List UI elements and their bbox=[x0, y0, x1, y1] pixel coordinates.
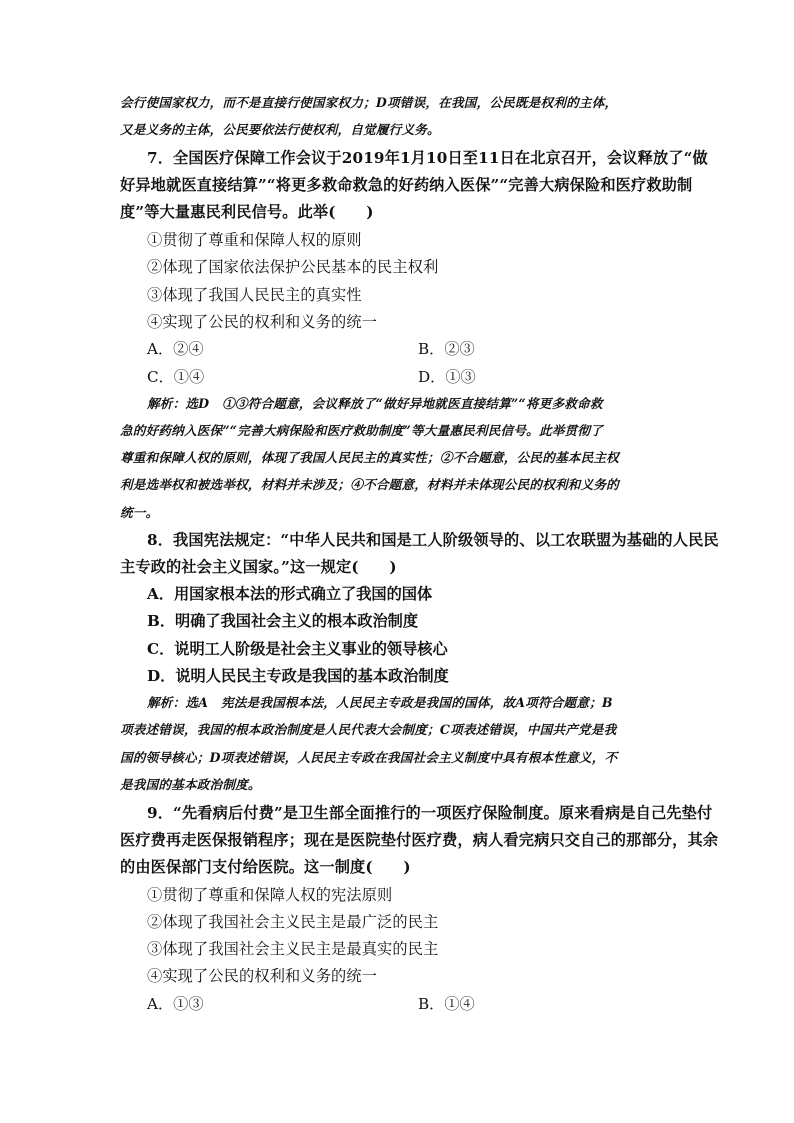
q7-explanation-line: 急的好药纳入医保”“完善大病保险和医疗救助制度”等大量惠民利民信号。此举贯彻了 bbox=[120, 423, 603, 438]
q8-option-a: A．用国家根本法的形式确立了我国的国体 bbox=[147, 585, 433, 603]
q7-stem-line: 好异地就医直接结算”“将更多救命救急的好药纳入医保”“完善大病保险和医疗救助制 bbox=[120, 176, 693, 194]
q7-statement: ②体现了国家依法保护公民基本的民主权利 bbox=[147, 258, 439, 276]
q9-statement: ③体现了我国社会主义民主是最真实的民主 bbox=[147, 940, 439, 958]
q8-explanation-line: 解析：选A 宪法是我国根本法，人民民主专政是我国的国体，故A项符合题意；B bbox=[147, 695, 613, 710]
q7-explanation-line: 尊重和保障人权的原则，体现了我国人民民主的真实性；②不合题意，公民的基本民主权 bbox=[120, 450, 619, 465]
q9-statement: ①贯彻了尊重和保障人权的宪法原则 bbox=[147, 886, 393, 904]
q9-option-b: B．①④ bbox=[418, 995, 475, 1013]
q7-explanation-line: 统一。 bbox=[120, 505, 159, 520]
q8-option-b: B．明确了我国社会主义的根本政治制度 bbox=[147, 612, 419, 630]
q7-option-b: B．②③ bbox=[418, 340, 475, 358]
q8-stem-line: 8．我国宪法规定：“中华人民共和国是工人阶级领导的、以工农联盟为基础的人民民 bbox=[147, 531, 719, 549]
q8-explanation-line: 项表述错误，我国的根本政治制度是人民代表大会制度；C项表述错误，中国共产党是我 bbox=[120, 722, 617, 737]
q7-stem-line: 7．全国医疗保障工作会议于2019年1月10日至11日在北京召开，会议释放了“做 bbox=[147, 149, 708, 167]
q7-option-c: C．①④ bbox=[147, 368, 205, 386]
q7-option-d: D．①③ bbox=[418, 368, 476, 386]
q8-explanation-line: 是我国的基本政治制度。 bbox=[120, 777, 261, 792]
q7-statement: ③体现了我国人民民主的真实性 bbox=[147, 286, 362, 304]
q9-statement: ④实现了公民的权利和义务的统一 bbox=[147, 967, 378, 985]
q9-stem-line: 的由医保部门支付给医院。这一制度( ) bbox=[120, 858, 411, 876]
q8-option-c: C．说明工人阶级是社会主义事业的领导核心 bbox=[147, 640, 448, 658]
q8-stem-line: 主专政的社会主义国家。”这一规定( ) bbox=[120, 558, 397, 576]
q8-explanation-line: 国的领导核心；D项表述错误，人民民主专政在我国社会主义制度中具有根本性意义，不 bbox=[120, 750, 618, 765]
explanation-continuation-line: 又是义务的主体，公民要依法行使权利，自觉履行义务。 bbox=[120, 122, 440, 137]
q9-stem-line: 9．“先看病后付费”是卫生部全面推行的一项医疗保险制度。原来看病是自己先垫付 bbox=[147, 804, 713, 822]
q7-option-a: A．②④ bbox=[147, 340, 204, 358]
q9-option-a: A．①③ bbox=[147, 995, 204, 1013]
q7-explanation-line: 利是选举权和被选举权，材料并未涉及；④不合题意，材料并未体现公民的权利和义务的 bbox=[120, 477, 619, 492]
q7-statement: ④实现了公民的权利和义务的统一 bbox=[147, 313, 378, 331]
q7-statement: ①贯彻了尊重和保障人权的原则 bbox=[147, 231, 362, 249]
q9-stem-line: 医疗费再走医保报销程序；现在是医院垫付医疗费，病人看完病只交自己的那部分，其余 bbox=[120, 831, 719, 849]
q7-stem-line: 度”等大量惠民利民信号。此举( ) bbox=[120, 203, 374, 221]
q8-option-d: D．说明人民民主专政是我国的基本政治制度 bbox=[147, 667, 449, 685]
q7-explanation-line: 解析：选D ①③符合题意，会议释放了“做好异地就医直接结算”“将更多救命救 bbox=[147, 396, 603, 411]
q9-statement: ②体现了我国社会主义民主是最广泛的民主 bbox=[147, 913, 439, 931]
explanation-continuation-line: 会行使国家权力，而不是直接行使国家权力；D项错误，在我国，公民既是权利的主体， bbox=[120, 95, 618, 110]
